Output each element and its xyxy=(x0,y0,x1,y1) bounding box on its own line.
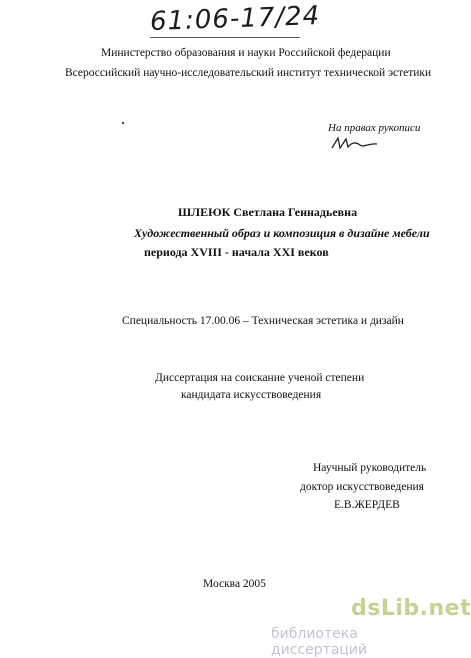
watermark-logo: dsLib.net xyxy=(351,596,471,621)
rights-note: На правах рукописи xyxy=(328,122,421,134)
supervisor-role: Научный руководитель xyxy=(313,462,427,474)
institute-name: Всероссийский научно-исследовательский институт технической эстетики xyxy=(65,67,432,79)
dissertation-purpose-line-2: кандидата искусствоведения xyxy=(181,389,322,401)
signature-mark xyxy=(330,134,380,152)
dslib-watermark xyxy=(263,596,471,658)
thesis-title-line-2: периода XVIII - начала XXI веков xyxy=(144,245,329,259)
supervisor-name: Е.В.ЖЕРДЕВ xyxy=(334,499,400,511)
author-name: ШЛЕЮК Светлана Геннадьевна xyxy=(178,205,358,219)
watermark-subtitle: библиотека диссертаций xyxy=(271,626,368,658)
specialty-line: Специальность 17.00.06 – Техническая эстетика и дизайн xyxy=(122,315,404,327)
dissertation-purpose-line-1: Диссертация на соискание ученой степени xyxy=(155,372,365,384)
supervisor-degree: доктор искусствоведения xyxy=(300,481,424,493)
scan-speck xyxy=(122,122,124,124)
handwritten-catalog-stamp: 61:06-17/24 xyxy=(149,1,321,37)
ministry-name: Министерство образования и науки Российской федерации xyxy=(101,47,391,59)
thesis-title-line-1: Художественный образ и композиция в дизайне мебели xyxy=(134,226,430,240)
stamp-underline xyxy=(150,37,300,38)
city-year: Москва 2005 xyxy=(203,578,266,590)
